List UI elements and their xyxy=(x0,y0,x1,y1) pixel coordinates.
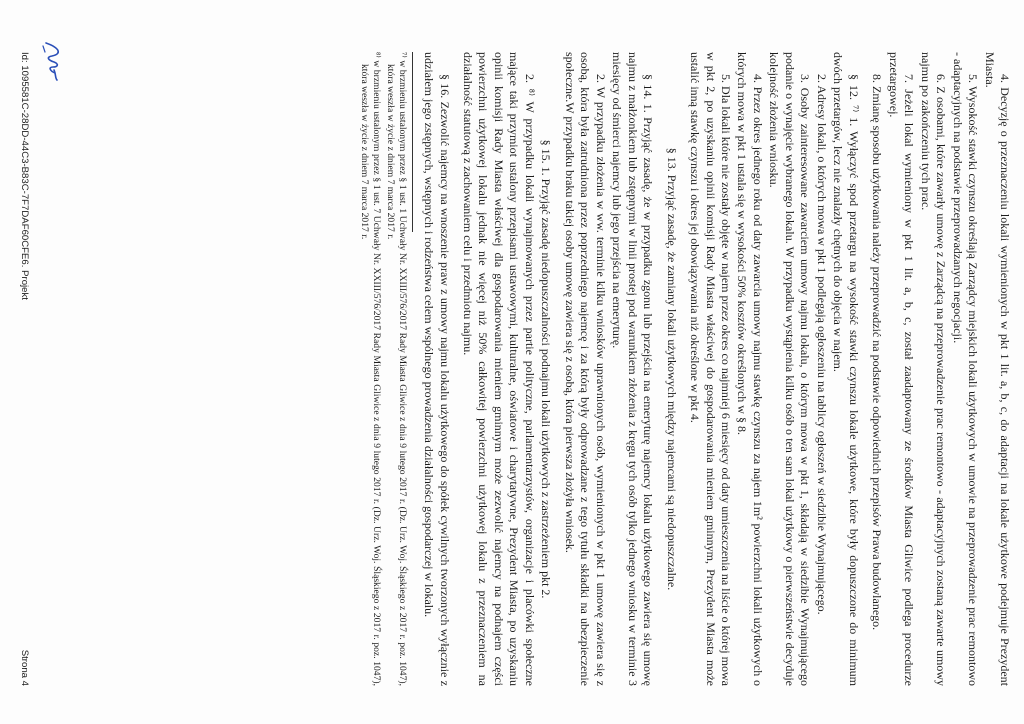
section-12-paragraph-3: 3. Osoby zainteresowane zawarciem umowy najmu lokalu, o którym mowa w pkt 1, składają w siedzibie Wynajmującego podanie o wynajęcie wybranego lokalu. W przypadku wystąpienia kilku osób o ten sam lokal użytkowy o pierwszeństwie decyduje kolejność złożenia wniosku. xyxy=(767,52,813,686)
section-12-paragraph-4: 4. Przez okres jednego roku od daty zawarcia umowy najmu stawkę czynszu za najem 1m² powierzchni lokali użytkowych o których mowa w pkt 1 ustala się w wysokości 50% kosztów określonych w § 8. xyxy=(735,52,765,686)
footnote-7: ⁷⁾ w brzmieniu ustalonym przez § 1 ust. 1 Uchwały Nr. XXIII/576/2017 Rady Miasta Gliwice z dnia 9 lutego 2017 r. (Dz. Urz. Woj. Śląskiego z 2017 r. poz. 1047), która weszła w życie z dniem 7 marca 2017 r. xyxy=(384,52,408,686)
section-12-paragraph-1: § 12. ⁷⁾ 1. Wyłączyć spod przetargu na wysokość stawki czynszu lokale użytkowe, które były dopuszczone do minimum dwóch przetargów, lecz nie znalazły chętnych do objęcia w najem. xyxy=(831,52,861,686)
spacer xyxy=(553,52,560,686)
paragraph-1: 4. Decyzję o przeznaczeniu lokali wymienionych w pkt 1 lit. a, b, c, do adaptacji na lokale użytkowe podejmuje Prezydent Miasta. xyxy=(982,52,1012,686)
spacer xyxy=(861,52,868,686)
section-14-paragraph-1: § 14. 1. Przyjąć zasadę, że w przypadku zgonu lub przejścia na emeryturę najemcy lokalu użytkowego zawiera się umowę najmu z małżonkiem lub zstępnymi w linii prostej pod warunkiem złożenia z kręgu tych osób tylko jednego wniosku w terminie 3 miesięcy od śmierci najemcy lub jego przejścia na emeryturę. xyxy=(610,52,656,686)
page-footer xyxy=(18,52,30,686)
spacer xyxy=(655,52,662,686)
section-12-paragraph-2: 2. Adresy lokali, o których mowa w pkt 1 podlegają ogłoszeniu na tablicy ogłoszeń w siedzibie Wynajmującego. xyxy=(814,74,829,615)
paragraph-3: 6. Z osobami, które zawarły umowę z Zarządcą na przeprowadzenie prac remontowo - adaptacyjnych zostaną zawarte umowy najmu po zakończeniu tych prac. xyxy=(918,52,949,686)
paragraph-5: 8. Zmianę sposobu użytkowania należy przeprowadzić na podstawie odpowiednich przepisów Prawa budowlanego. xyxy=(870,74,885,631)
document-id: Id: 1095581C-28DD-44C3-B83C-7F7DAF60CFE6. Projekt xyxy=(19,52,31,300)
section-15-paragraph-1: § 15. 1. Przyjąć zasadę niedopuszczalności podnajmu lokali użytkowych z zastrzeżeniem pkt 2. xyxy=(539,139,554,599)
section-12-paragraph-5: 5. Dla lokali które nie zostały objęte w najem przez okres co najmniej 6 miesięcy od daty umieszczenia na liście o której mowa w pkt 2, po uzyskaniu opinii komisji Rady Miasta właściwej do gospodarowania mieniem gminnym, Prezydent Miasta może ustalić inną stawkę czynszu i okres jej obowiązywania niż określone w pkt 4. xyxy=(688,52,734,686)
footnote-divider xyxy=(412,52,413,232)
section-14-paragraph-2: 2. W przypadku złożenia w ww. terminie kilku wniosków uprawnionych osób, wymienionych w pkt 1 umowę zawiera się z osobą, która była zatrudniona przez poprzedniego najemcę i za którą były odprowadzane z tego tytułu składki na ubezpieczenie społeczne.W przypadku braku takiej osoby umowę zawiera się z osobą, która pierwsza złożyła wniosek. xyxy=(562,52,608,686)
section-15-paragraph-2: 2. ⁸⁾ W przypadku lokali wynajmowanych przez partie polityczne, parlamentarzystów, organizacje i placówki społeczne mające taki przymiot ustalony przepisami ustawowymi, kulturalne, oświatowe i charytatywne, Prezydent Miasta, po uzyskaniu opinii komisji Rady Miasta właściwej dla gospodarowania mieniem gminnym może zezwolić najemcy na podnajem części powierzchni użytkowej lokalu jednak nie więcej niż 50% całkowitej powierzchni użytkowej lokalu z przeznaczeniem na działalność statutową z zachowaniem celu i przedmiotu najmu. xyxy=(461,52,537,686)
spacer xyxy=(679,52,686,686)
handwritten-initials-signature xyxy=(40,40,66,82)
section-13: § 13. Przyjąć zasadę, że zamiany lokali użytkowych między najemcami są niedopuszczalne. xyxy=(664,147,679,591)
page-number: Strona 4 xyxy=(19,649,31,686)
section-16: § 16. Zezwolić najemcy na wnoszenie praw z umowy najmu lokalu użytkowego do spółek cywilnych tworzonych wyłącznie z udziałem jego zstępnych, wstępnych i rodzeństwa celem wspólnego prowadzenia działalności gospodarczej w lokalu. xyxy=(422,52,452,686)
paragraph-4: 7. Jeżeli lokal wymieniony w pkt 1 lit. a, b, c, został zaadaptowany ze środków Miasta Gliwice podlega procedurze przetargowej. xyxy=(886,52,917,686)
spacer xyxy=(452,52,459,686)
footnote-8: ⁸⁾ w brzmieniu ustalonym przez § 1 ust. 7 Uchwały Nr. XXIII/576/2017 Rady Miasta Gliwice z dnia 9 lutego 2017 r. (Dz. Urz. Woj. Śląskiego z 2017 r. poz. 1047), która weszła w życie z dniem 7 marca 2017 r. xyxy=(358,52,382,686)
paragraph-2: 5. Wysokość stawki czynszu określają Zarządcy miejskich lokali użytkowych w umowie na przeprowadzenie prac remontowo - adaptacyjnych na podstawie przeprowadzanych negocjacji. xyxy=(950,52,981,686)
